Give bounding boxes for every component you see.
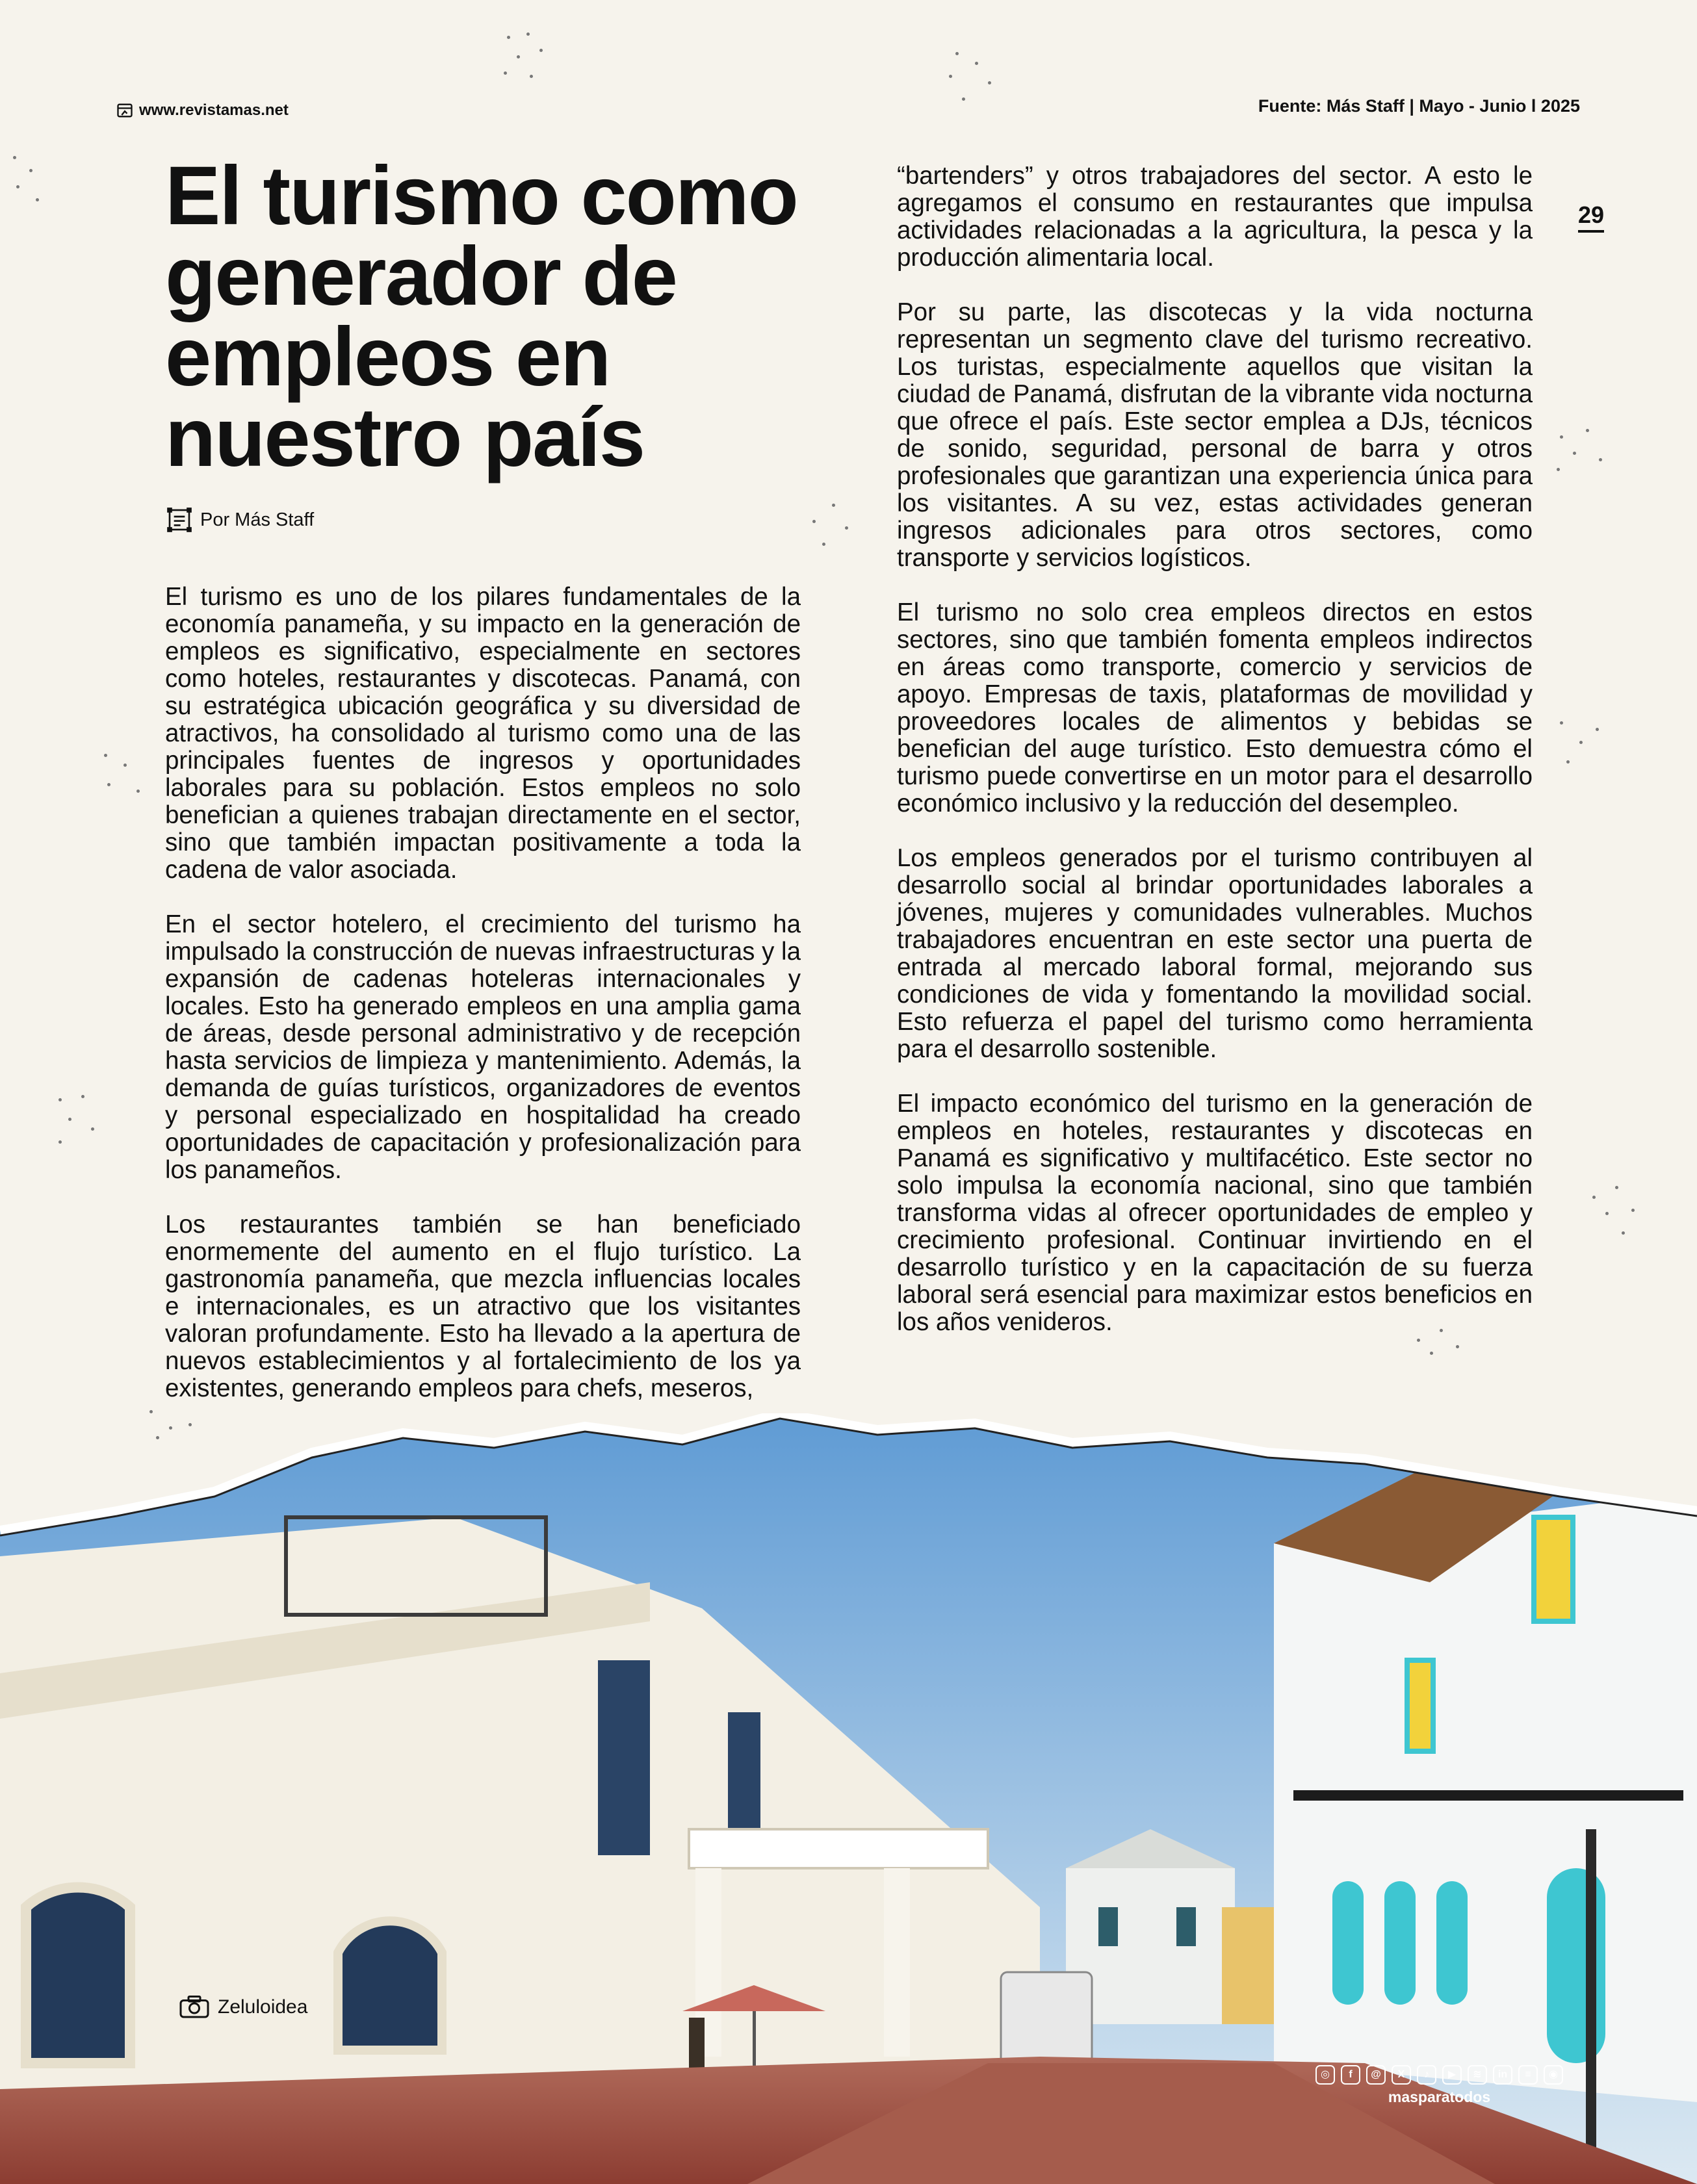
- rss-icon[interactable]: ≡: [1518, 2065, 1538, 2085]
- tiktok-icon[interactable]: ♪: [1417, 2065, 1436, 2085]
- camera-icon: [179, 1995, 210, 2020]
- paragraph: Por su parte, las discotecas y la vida nocturna representan un segmento clave del turismo recreativo. Los turistas, especialmente aquellos que visitan la ciudad de Panamá, disfrutan de la vibrante vida nocturna que ofrece el país. Este sector emplea a DJs, técnicos de sonido, seguridad, personal de barra y otros profesionales que garantizan una experiencia única para los visitantes. A su vez, estas actividades generan ingresos adicionales para otros sectores, como transporte y servicios logísticos.: [897, 298, 1533, 572]
- photo-credit: [179, 1995, 307, 2020]
- photo-credit-text: Zeluloidea: [218, 1996, 308, 2018]
- byline: [166, 507, 314, 533]
- website-url-text: www.revistamas.net: [139, 101, 289, 119]
- web-page-icon: [116, 101, 134, 120]
- source-and-issue: Fuente: Más Staff | Mayo - Junio l 2025: [1258, 96, 1580, 116]
- decorative-dots: [1553, 429, 1612, 487]
- decorative-dots: [806, 500, 864, 559]
- x-icon[interactable]: X: [1392, 2065, 1411, 2085]
- page-number: 29: [1578, 201, 1604, 233]
- decorative-dots: [6, 149, 65, 208]
- paragraph: El impacto económico del turismo en la generación de empleos en hoteles, restaurantes y discotecas en Panamá es significativo y multifacético. Este sector no solo impulsa la economía nacional, sino que también transforma vidas al ofrecer oportunidades de empleo y crecimiento profesional. Continuar invirtiendo en el desarrollo turístico y en la capacitación de su fuerza laboral será esencial para maximizar estos beneficios en los años venideros.: [897, 1090, 1533, 1336]
- website-url[interactable]: [116, 101, 289, 120]
- paragraph: El turismo no solo crea empleos directos en estos sectores, sino que también fomenta empleos indirectos en áreas como transporte, comercio y servicios de apoyo. Empresas de taxis, plataformas de movilidad y proveedores locales de alimentos y bebidas se benefician del auge turístico. Esto demuestra cómo el turismo puede convertirse en un motor para el desarrollo económico inclusivo y la reducción del desempleo.: [897, 598, 1533, 817]
- paragraph: En el sector hotelero, el crecimiento del turismo ha impulsado la construcción de nuevas infraestructuras y la expansión de cadenas hoteleras internacionales y locales. Esto ha generado empleos en una amplia gama de áreas, desde personal administrativo y de recepción hasta servicios de limpieza y mantenimiento. Además, la demanda de guías turísticos, organizadores de eventos y personal especializado en hospitalidad ha creado oportunidades de capacitación y profesionalización para los panameños.: [165, 910, 801, 1184]
- podcast-icon[interactable]: ◉: [1544, 2065, 1563, 2085]
- article-title: El turismo como generador de empleos en nuestro país: [165, 149, 797, 484]
- paragraph: “bartenders” y otros trabajadores del sector. A esto le agregamos el consumo en restaurantes que impulsa actividades relacionadas a la agricultura, la pesca y la producción alimentaria local.: [897, 162, 1533, 272]
- paragraph: El turismo es uno de los pilares fundamentales de la economía panameña, y su impacto en la generación de empleos es significativo, especialmente en sectores como hoteles, restaurantes y discotecas. Panamá, con su estratégica ubicación geográfica y su diversidad de atractivos, ha consolidado al turismo como una de las principales fuentes de ingresos y oportunidades laborales para su población. Estos empleos no solo benefician a quienes trabajan directamente en el sector, sino que también impactan positivamente a toda la cadena de valor asociada.: [165, 583, 801, 884]
- decorative-dots: [1586, 1183, 1644, 1241]
- threads-icon[interactable]: @: [1366, 2065, 1386, 2085]
- facebook-icon[interactable]: f: [1341, 2065, 1360, 2085]
- social-handle[interactable]: masparatodos: [1388, 2088, 1491, 2105]
- social-links: [1315, 2065, 1563, 2106]
- author-frame-icon: [166, 507, 192, 533]
- byline-text: Por Más Staff: [200, 509, 315, 530]
- youtube-icon[interactable]: ▶: [1442, 2065, 1462, 2085]
- decorative-dots: [1553, 715, 1612, 773]
- decorative-dots: [97, 747, 156, 806]
- linkedin-icon[interactable]: in: [1493, 2065, 1512, 2085]
- instagram-icon[interactable]: ◎: [1315, 2065, 1335, 2085]
- spotify-icon[interactable]: ≋: [1468, 2065, 1487, 2085]
- paragraph: Los restaurantes también se han beneficiado enormemente del aumento en el flujo turístico. La gastronomía panameña, que mezcla influencias locales e internacionales, es un atractivo que los visitantes valoran profundamente. Esto ha llevado a la apertura de nuevos establecimientos y al fortalecimiento de los ya existentes, generando empleos para chefs, meseros,: [165, 1211, 801, 1402]
- paragraph: Los empleos generados por el turismo contribuyen al desarrollo social al brindar oportunidades laborales a jóvenes, mujeres y comunidades vulnerables. Muchos trabajadores encuentran en este sector una puerta de entrada al mercado laboral formal, mejorando sus condiciones de vida y fomentando la movilidad social. Esto refuerza el papel del turismo como herramienta para el desarrollo sostenible.: [897, 844, 1533, 1063]
- decorative-dots: [942, 49, 1001, 107]
- article-column-2: [897, 162, 1533, 1363]
- decorative-dots: [52, 1092, 110, 1150]
- decorative-dots: [500, 29, 559, 88]
- article-column-1: [165, 584, 801, 1430]
